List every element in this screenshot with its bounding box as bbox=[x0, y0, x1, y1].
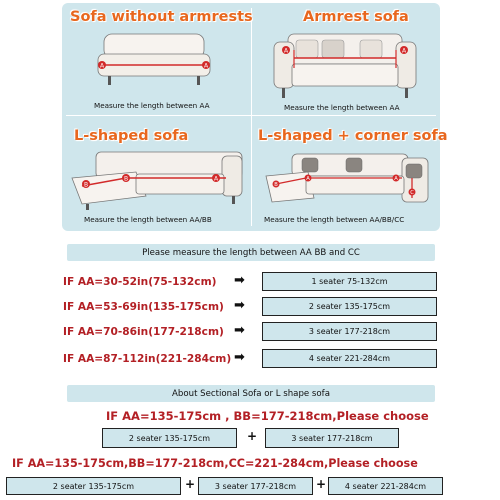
note-l-shaped: Measure the length between AA/BB bbox=[84, 215, 212, 224]
result-3-seater: 3 seater 177-218cm bbox=[262, 322, 437, 341]
plus-icon: + bbox=[316, 477, 327, 491]
marker-a-label: A bbox=[306, 176, 310, 183]
arrow-right-icon: ➡ bbox=[234, 323, 245, 338]
condition-4-seater: IF AA=87-112in(221-284cm) bbox=[63, 353, 232, 365]
arrow-right-icon: ➡ bbox=[234, 273, 245, 288]
choice-2-box-2-seater: 2 seater 135-175cm bbox=[6, 477, 181, 495]
sectional-info-strip: About Sectional Sofa or L shape sofa bbox=[67, 385, 435, 402]
choice-1-box-2-seater: 2 seater 135-175cm bbox=[102, 428, 237, 448]
choice-2-box-3-seater: 3 seater 177-218cm bbox=[198, 477, 313, 495]
panel-vertical-divider bbox=[251, 8, 252, 226]
measure-instruction-strip: Please measure the length between AA BB and CC bbox=[67, 244, 435, 261]
marker-a-label: A bbox=[213, 175, 219, 183]
marker-c-label: C bbox=[410, 190, 414, 197]
marker-b-label: B bbox=[123, 175, 129, 183]
title-armrest-sofa: Armrest sofa bbox=[303, 9, 409, 25]
title-sofa-without-armrests: Sofa without armrests bbox=[70, 9, 253, 25]
marker-a-label: A bbox=[401, 47, 407, 55]
note-corner: Measure the length between AA/BB/CC bbox=[264, 215, 405, 224]
choice-2-condition: IF AA=135-175cm,BB=177-218cm,CC=221-284cm,Please choose bbox=[12, 457, 418, 470]
note-armless: Measure the length between AA bbox=[94, 101, 210, 110]
marker-a-label: A bbox=[99, 62, 105, 70]
armless-sofa-illustration bbox=[94, 30, 214, 90]
title-l-shaped-sofa: L-shaped sofa bbox=[74, 128, 189, 144]
note-armrest: Measure the length between AA bbox=[284, 103, 400, 112]
choice-1-box-3-seater: 3 seater 177-218cm bbox=[265, 428, 399, 448]
corner-sofa-illustration bbox=[262, 148, 436, 210]
condition-2-seater: IF AA=53-69in(135-175cm) bbox=[63, 301, 224, 313]
title-l-shaped-corner-sofa: L-shaped + corner sofa bbox=[258, 128, 448, 144]
result-1-seater: 1 seater 75-132cm bbox=[262, 272, 437, 291]
marker-a-label: A bbox=[203, 62, 209, 70]
arrow-right-icon: ➡ bbox=[234, 350, 245, 365]
plus-icon: + bbox=[185, 477, 196, 491]
result-2-seater: 2 seater 135-175cm bbox=[262, 297, 437, 316]
armrest-sofa-illustration bbox=[270, 28, 420, 100]
plus-icon: + bbox=[247, 429, 258, 443]
marker-b-label: B bbox=[83, 181, 89, 189]
marker-a-label: A bbox=[394, 176, 398, 183]
result-4-seater: 4 seater 221-284cm bbox=[262, 349, 437, 368]
condition-3-seater: IF AA=70-86in(177-218cm) bbox=[63, 326, 224, 338]
l-shaped-sofa-illustration bbox=[66, 148, 248, 210]
choice-1-condition: IF AA=135-175cm , BB=177-218cm,Please choose bbox=[106, 409, 429, 423]
choice-2-box-4-seater: 4 seater 221-284cm bbox=[328, 477, 443, 495]
arrow-right-icon: ➡ bbox=[234, 298, 245, 313]
condition-1-seater: IF AA=30-52in(75-132cm) bbox=[63, 276, 217, 288]
marker-b-label: B bbox=[274, 182, 278, 189]
marker-a-label: A bbox=[283, 47, 289, 55]
panel-horizontal-divider bbox=[66, 115, 436, 116]
